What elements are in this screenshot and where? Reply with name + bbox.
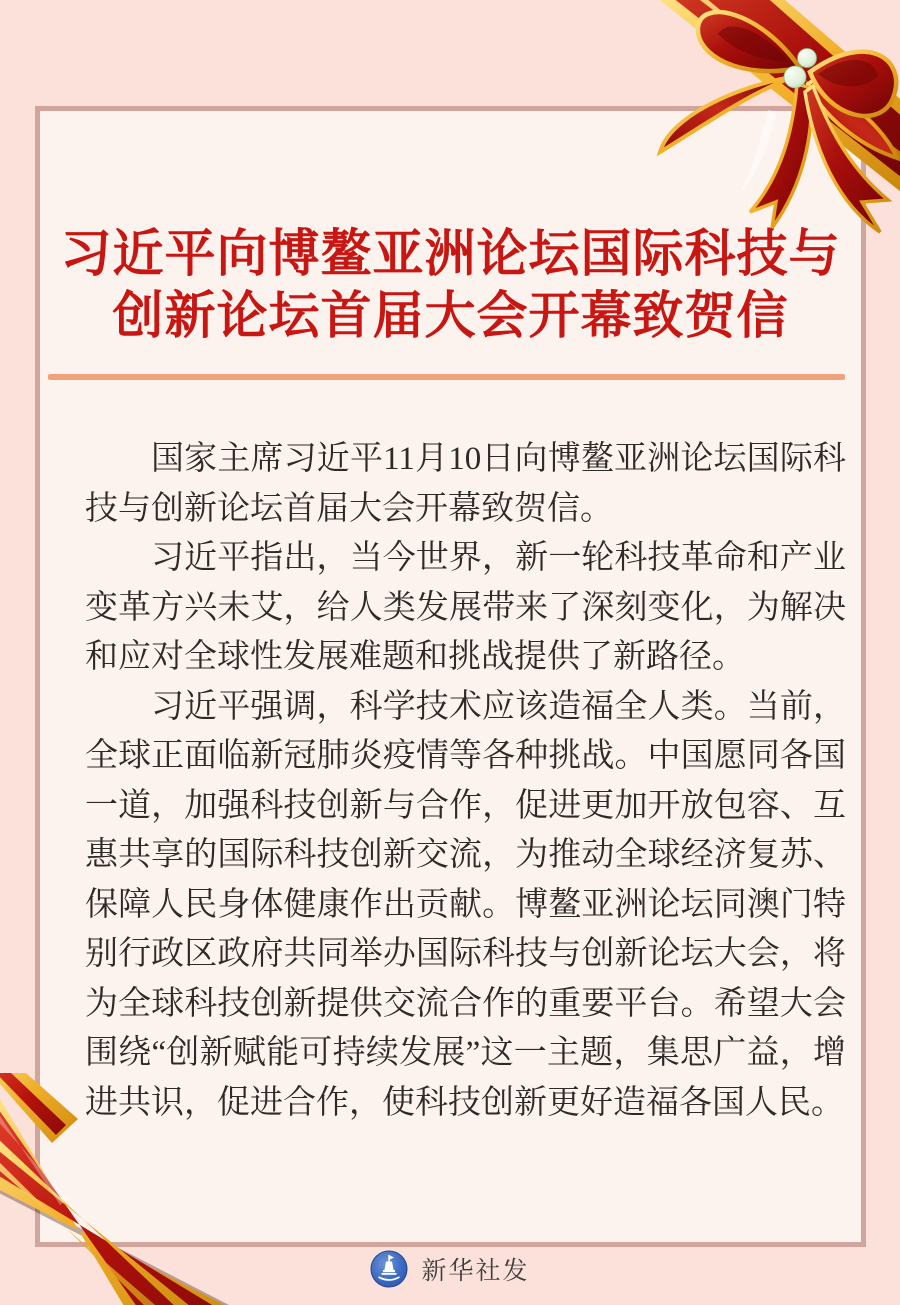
- footer-credit: [0, 1250, 900, 1288]
- paragraph-2: 习近平指出，当今世界，新一轮科技革命和产业变革方兴未艾，给人类发展带来了深刻变化，为解决和应对全球性发展难题和挑战提供了新路径。: [85, 540, 846, 675]
- title-divider: [48, 374, 845, 380]
- xinhua-logo-icon: [370, 1250, 408, 1288]
- ribbon-bow-icon: [600, 0, 900, 240]
- title-line-2: 创新论坛首届大会开幕致贺信: [112, 289, 789, 345]
- credit-text: 新华社发: [421, 1257, 530, 1285]
- page-title: [50, 224, 851, 348]
- paragraph-3: 习近平强调，科学技术应该造福全人类。当前，全球正面临新冠肺炎疫情等各种挑战。中国愿同各国一道，加强科技创新与合作，促进更加开放包容、互惠共享的国际科技创新交流，为推动全球经济复苏、保障人民身体健康作出贡献。博鳌亚洲论坛同澳门特别行政区政府共同举办国际科技与创新论坛大会，将为全球科技创新提供交流合作的重要平台。希望大会围绕“创新赋能可持续发展”这一主题，集思广益，增进共识，促进合作，使科技创新更好造福各国人民。: [85, 688, 846, 1121]
- title-line-1: 习近平向博鳌亚洲论坛国际科技与: [60, 227, 841, 283]
- paragraph-lead: 国家主席习近平11月10日向博鳌亚洲论坛国际科技与创新论坛首届大会开幕致贺信。: [85, 441, 846, 527]
- article-body: [85, 435, 846, 1128]
